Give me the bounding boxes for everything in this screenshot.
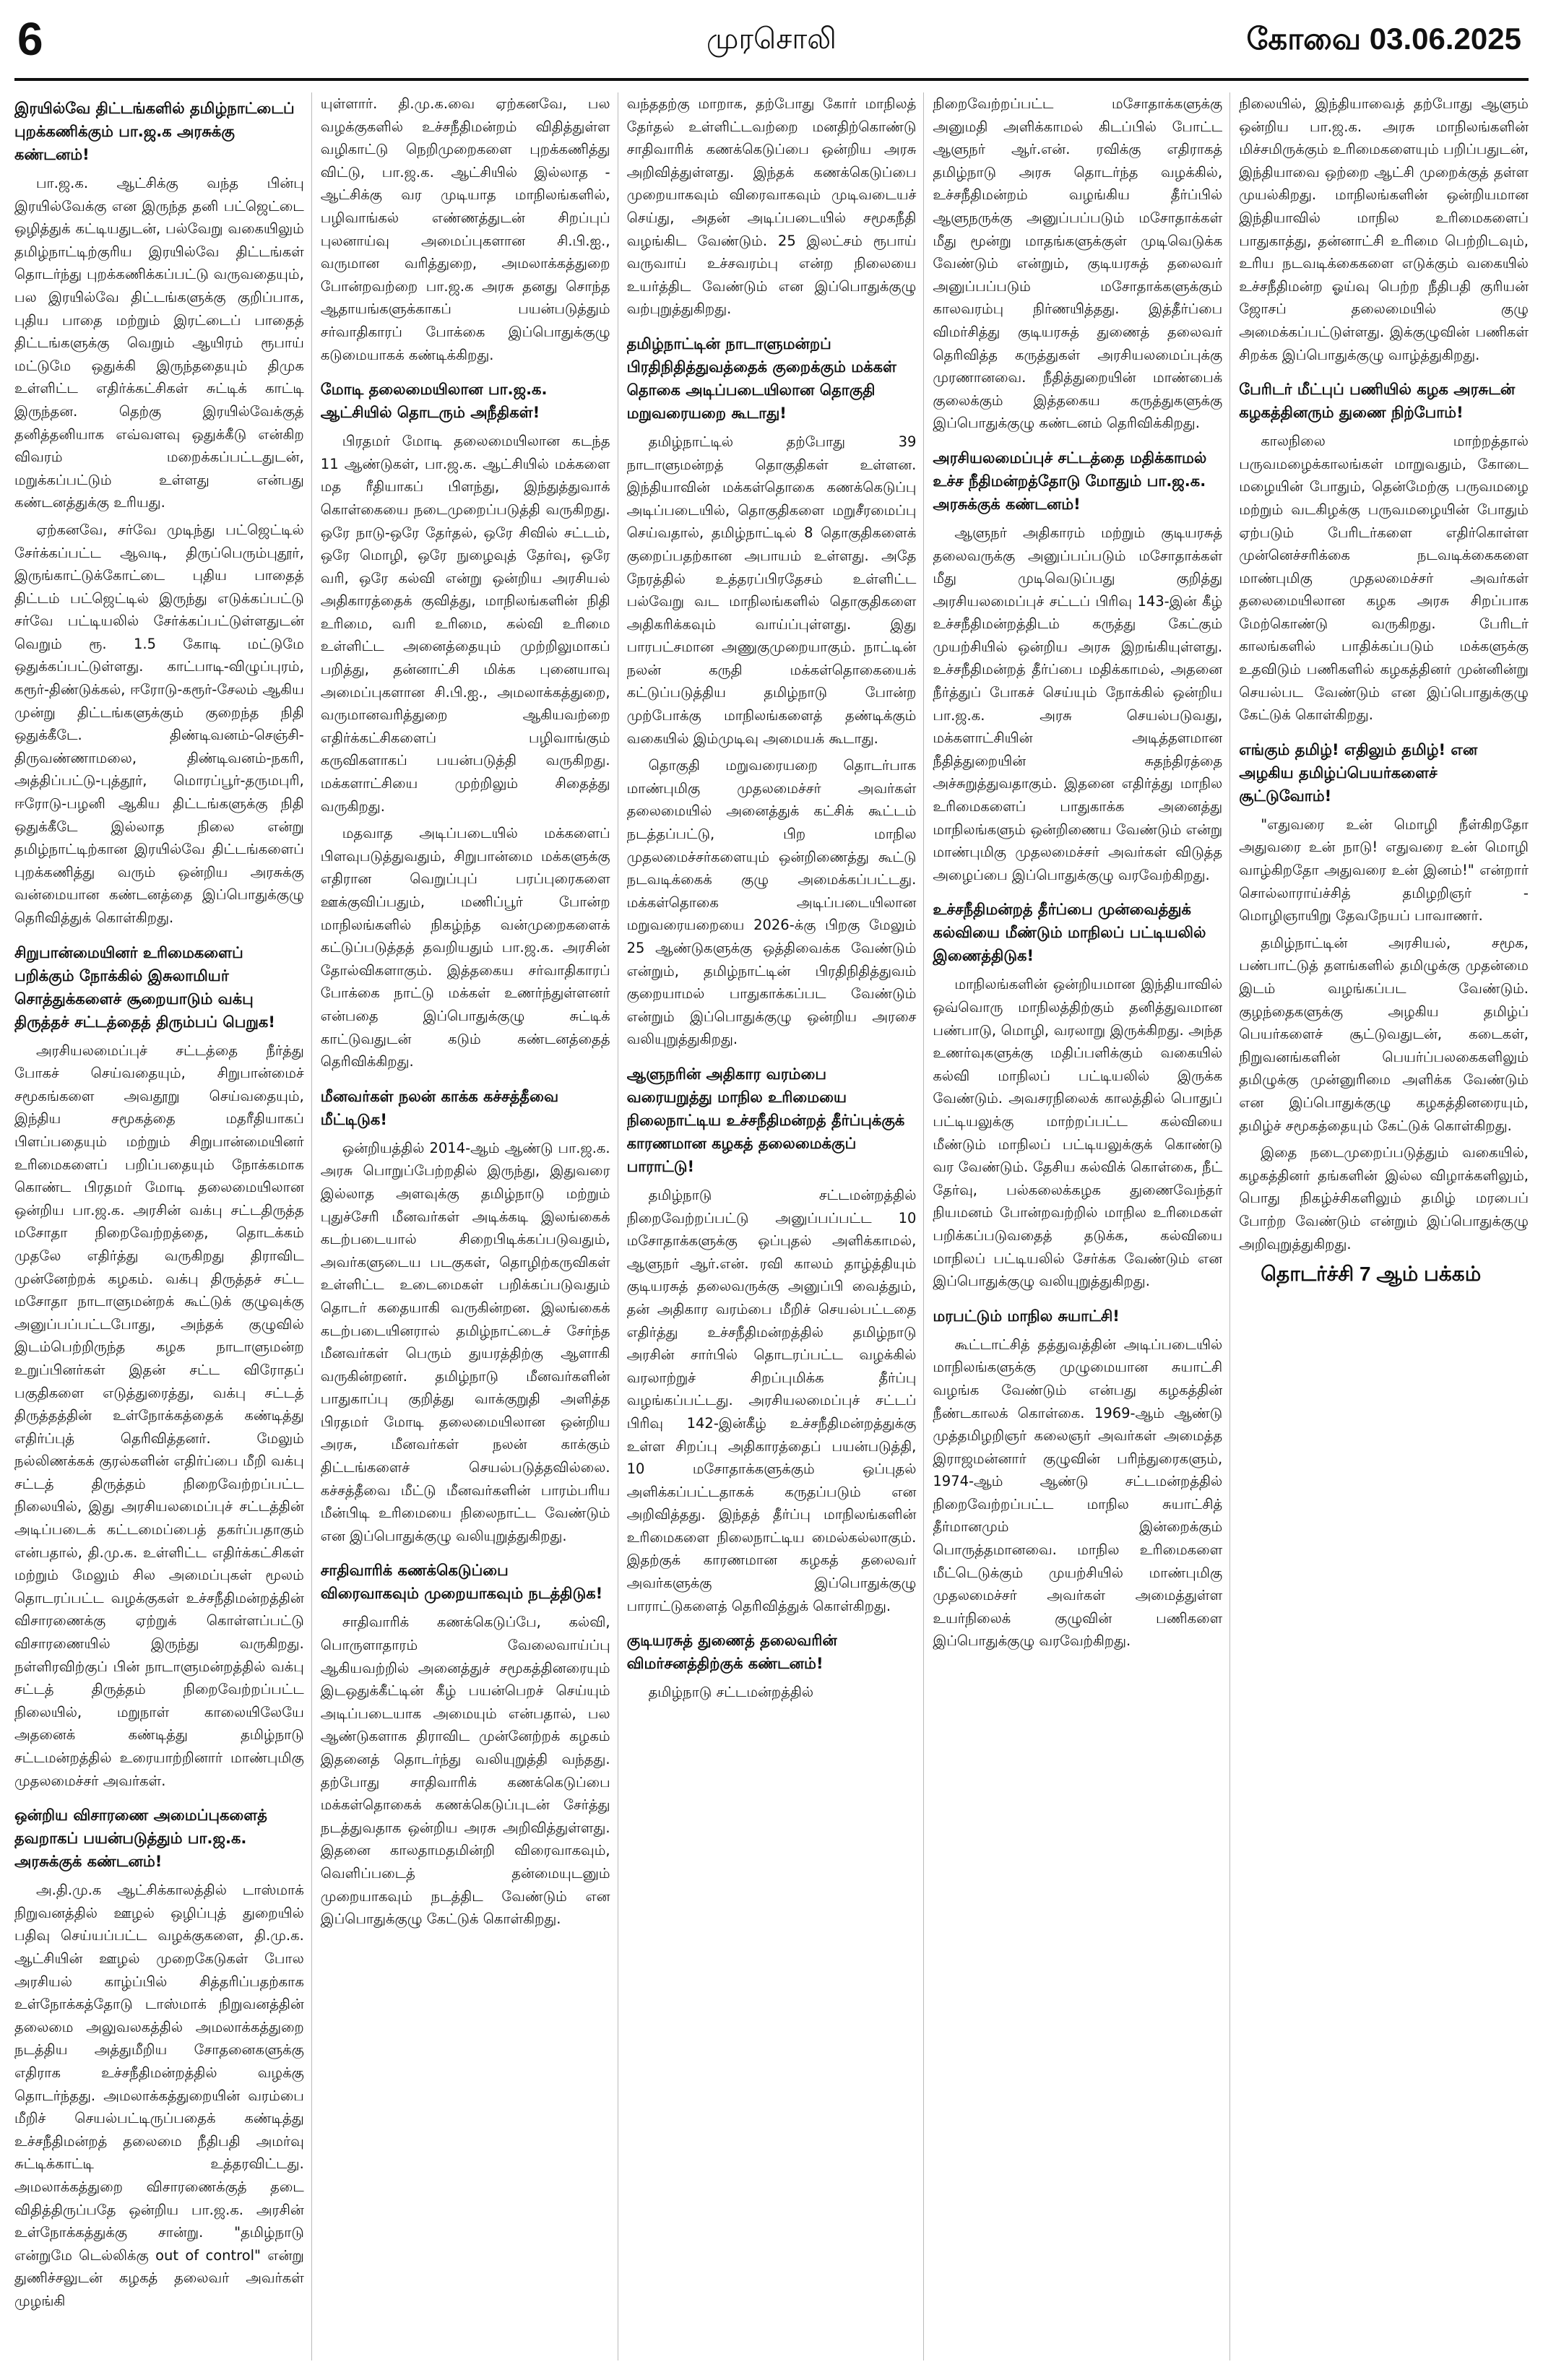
text-column-4 xyxy=(933,92,1230,2360)
paragraph: இதை நடைமுறைப்படுத்தும் வகையில், கழகத்தினர் தங்களின் இல்ல விழாக்களிலும், பொது நிகழ்ச்சிகளிலும் தமிழ் மரபைப் போற்ற வேண்டும் என்றும் இப்பொதுக்குழு அறிவுறுத்துகிறது. xyxy=(1239,1144,1529,1252)
paragraph: நிலையில், இந்தியாவைத் தற்போது ஆளும் ஒன்றிய பா.ஜ.க. அரசு மாநிலங்களின் மிச்சமிருக்கும் உரிமைகளையும் பறிப்பதுடன், இந்தியாவை ஒற்றை ஆட்சி முறைக்குத் தள்ள முயல்கிறது. மாநிலங்களின் ஒன்றியமான இந்தியாவில் மாநில உரிமைகளைப் பாதுகாத்து, தன்னாட்சி உரிமை பெற்றிடவும், உரிய நடவடிக்கைகளை எடுக்கும் வகையில் உச்சநீதிமன்ற ஓய்வு பெற்ற நீதிபதி குரியன் ஜோசப் தலைமையில் குழு அமைக்கப்பட்டுள்ளது. இக்குழுவின் பணிகள் சிறக்க இப்பொதுக்குழு வாழ்த்துகிறது. xyxy=(1239,95,1529,363)
header-divider xyxy=(14,78,1529,81)
page-number: 6 xyxy=(17,13,43,65)
paragraph: காலநிலை மாற்றத்தால் பருவமழைக்காலங்கள் மாறுவதும், கோடை மழையின் போதும், தென்மேற்கு பருவமழை மற்றும் வடகிழக்கு பருவமழையின் போதும் ஏற்படும் பேரிடர்களை எதிர்கொள்ள முன்னெச்சரிக்கை நடவடிக்கைகளை மாண்புமிகு முதலமைச்சர் அவர்கள் தலைமையிலான கழக அரசு சிறப்பாக மேற்கொண்டு வருகிறது. பேரிடர் காலங்களில் பாதிக்கப்படும் மக்களுக்கு உதவிடும் பணிகளில் கழகத்தினர் முன்னின்று செயல்பட வேண்டும் என இப்பொதுக்குழு கேட்டுக் கொள்கிறது. xyxy=(1239,433,1529,724)
section-heading: மரபட்டும் மாநில சுயாட்சி! xyxy=(933,1307,1120,1325)
continued-on-page-7: தொடர்ச்சி 7 ஆம் பக்கம் xyxy=(1261,1263,1482,1286)
paragraph: தமிழ்நாடு சட்டமன்றத்தில் நிறைவேற்றப்பட்டு அனுப்பப்பட்ட 10 மசோதாக்களுக்கு ஒப்புதல் அளிக்காமல், ஆளுநர் ஆர்.என். ரவி காலம் தாழ்த்தியும் குடியரசுத் தலைவருக்கு அனுப்பி வைத்தும், தன் அதிகார வரம்பை மீறிச் செயல்பட்டதை எதிர்த்து உச்சநீதிமன்றத்தில் தமிழ்நாடு அரசின் சார்பில் தொடரப்பட்ட வழக்கில் வரலாற்றுச் சிறப்புமிக்க தீர்ப்பு வழங்கப்பட்டது. அரசியலமைப்புச் சட்டப் பிரிவு 142-இன்கீழ் உச்சநீதிமன்றத்துக்கு உள்ள சிறப்பு அதிகாரத்தைப் பயன்படுத்தி, 10 மசோதாக்களுக்கும் ஒப்புதல் அளிக்கப்பட்டதாகக் கருதப்படும் என அறிவித்தது. இந்தத் தீர்ப்பு மாநிலங்களின் உரிமைகளை நிலைநாட்டிய மைல்கல்லாகும். இதற்குக் காரணமான கழகத் தலைவர் அவர்களுக்கு இப்பொதுக்குழு பாராட்டுகளைத் தெரிவித்துக் கொள்கிறது. xyxy=(626,1186,917,1614)
paragraph: யுள்ளார். தி.மு.க.வை ஏற்கனவே, பல வழக்குகளில் உச்சநீதிமன்றம் விதித்துள்ள வழிகாட்டு நெறிமுறைகளை புறக்கணித்து விட்டு, பா.ஜ.க. ஆட்சியில் இல்லாத - ஆட்சிக்கு வர முடியாத மாநிலங்களில், பழிவாங்கல் எண்ணத்துடன் சிறப்புப் புலனாய்வு அமைப்புகளான சி.பி.ஐ., வருமான வரித்துறை, அமலாக்கத்துறை போன்றவற்றை பா.ஜ.க அரசு தனது சொந்த ஆதாயங்களுக்காகப் பயன்படுத்தும் சர்வாதிகாரப் போக்கை இப்பொதுக்குழு கடுமையாகக் கண்டிக்கிறது. xyxy=(320,95,610,363)
paragraph: பா.ஜ.க. ஆட்சிக்கு வந்த பின்பு இரயில்வேக்கு என இருந்த தனி பட்ஜெட்டை ஒழித்துக் கட்டியதுடன், பல்வேறு வகையிலும் தமிழ்நாட்டிற்குரிய இரயில்வே திட்டங்கள் தொடர்ந்து புறக்கணிக்கப்பட்டு வருவதையும், பல இரயில்வே திட்டங்களுக்கு குறிப்பாக, புதிய பாதை மற்றும் இரட்டைப் பாதைத் திட்டங்களுக்கு வெறும் ஆயிரம் ரூபாய் மட்டுமே ஒதுக்கி இருந்ததையும் திமுக உள்ளிட்ட எதிர்க்கட்சிகள் சுட்டிக் காட்டி இருந்தன. தெற்கு இரயில்வேக்குத் தனித்தனியாக எவ்வளவு ஒதுக்கீடு என்கிற விவரம் மறைக்கப்பட்டதுடன், மறுக்கப்பட்டும் உள்ளது என்பது கண்டனத்துக்கு உரியது. xyxy=(14,175,304,511)
paragraph: தமிழ்நாடு சட்டமன்றத்தில் xyxy=(648,1684,814,1701)
edition-date: கோவை 03.06.2025 xyxy=(1246,22,1521,56)
section-heading: உச்சநீதிமன்றத் தீர்ப்பை முன்வைத்துக் கல்வியை மீண்டும் மாநிலப் பட்டியலில் இணைத்திடுக! xyxy=(933,901,1206,965)
text-column-5 xyxy=(1239,92,1529,2360)
paragraph: தமிழ்நாட்டில் தற்போது 39 நாடாளுமன்றத் தொகுதிகள் உள்ளன. இந்தியாவின் மக்கள்தொகை கணக்கெடுப்பு அடிப்படையில், தொகுதிகளை மறுசீரமைப்பு செய்வதால், தமிழ்நாட்டில் 8 தொகுதிகளைக் குறைப்பதற்கான அபாயம் உள்ளது. அதே நேரத்தில் உத்தரப்பிரதேசம் உள்ளிட்ட பல்வேறு வட மாநிலங்களில் தொகுதிகளை அதிகரிக்கவும் வாய்ப்புள்ளது. இது பாரபட்சமான அணுகுமுறையாகும். நாட்டின் நலன் கருதி மக்கள்தொகையைக் கட்டுப்படுத்திய தமிழ்நாடு போன்ற முற்போக்கு மாநிலங்களைத் தண்டிக்கும் வகையில் இம்முடிவு அமையக் கூடாது. xyxy=(626,433,917,747)
newspaper-masthead: முரசொலி xyxy=(706,22,837,56)
paragraph: பிரதமர் மோடி தலைமையிலான கடந்த 11 ஆண்டுகள், பா.ஜ.க. ஆட்சியில் மக்களை மத ரீதியாகப் பிளந்து, இந்துத்துவாக் கொள்கையை நடைமுறைப்படுத்தி வருகிறது. ஒரே நாடு-ஒரே தேர்தல், ஒரே சிவில் சட்டம், ஒரே மொழி, ஒரே நுழைவுத் தேர்வு, ஒரே வரி, ஒரே கல்வி என்று ஒன்றிய அரசியல் அதிகாரத்தைக் குவித்து, மாநிலங்களின் நிதி உரிமை, வரி உரிமை, கல்வி உரிமை உள்ளிட்ட அனைத்தையும் முற்றிலுமாகப் பறித்து, தன்னாட்சி மிக்க புனையாவு அமைப்புகளான சி.பி.ஐ., அமலாக்கத்துறை, வருமானவரித்துறை ஆகியவற்றை எதிர்க்கட்சிகளைப் பழிவாங்கும் கருவிகளாகப் பயன்படுத்தி வருகிறது. மக்களாட்சியை முற்றிலும் சிதைத்து வருகிறது. xyxy=(320,433,610,815)
paragraph: மதவாத அடிப்படையில் மக்களைப் பிளவுபடுத்துவதும், சிறுபான்மை மக்களுக்கு எதிரான வெறுப்புப் பரப்புரைகளை ஊக்குவிப்பதும், மணிப்பூர் போன்ற மாநிலங்களில் நிகழ்ந்த வன்முறைகளைக் கட்டுப்படுத்தத் தவறியதும் பா.ஜ.க. அரசின் தோல்விகளாகும். இத்தகைய சர்வாதிகாரப் போக்கை நாட்டு மக்கள் உணர்ந்துள்ளனர் என்பதை இப்பொதுக்குழு சுட்டிக் காட்டுவதுடன் கடும் கண்டனத்தைத் தெரிவிக்கிறது. xyxy=(320,825,610,1070)
paragraph: அரசியலமைப்புச் சட்டத்தை நீர்த்து போகச் செய்வதையும், சிறுபான்மைச் சமூகங்களை அவதூறு செய்வதையும், இந்திய சமூகத்தை மதரீதியாகப் பிளப்பதையும் மற்றும் சிறுபான்மையினர் உரிமைகளைப் பறிப்பதையும் நோக்கமாக கொண்ட பிரதமர் மோடி தலைமையிலான ஒன்றிய பா.ஜ.க. அரசின் வக்பு சட்டதிருத்த மசோதா நிறைவேற்றத்தை, தொடக்கம் முதலே எதிர்த்து வருகிறது திராவிட முன்னேற்றக் கழகம். வக்பு திருத்தச் சட்ட மசோதா நாடாளுமன்றக் கூட்டுக் குழுவுக்கு அனுப்பப்பட்டபோது, அந்தக் குழுவில் இடம்பெற்றிருந்த கழக நாடாளுமன்ற உறுப்பினர்கள் இதன் சட்ட விரோதப் பகுதிகளை எடுத்துரைத்து, வக்பு சட்டத் திருத்தத்தின் உள்நோக்கத்தைக் கண்டித்து எதிர்ப்புத் தெரிவித்தனர். மேலும் நல்லிணக்கக் குரல்களின் எதிர்ப்பை மீறி வக்பு சட்டத் திருத்தம் நிறைவேற்றப்பட்ட நிலையில், இது அரசியலமைப்புச் சட்டத்தின் அடிப்படைக் கட்டமைப்பைத் தகர்ப்பதாகும் என்பதால், தி.மு.க. உள்ளிட்ட எதிர்க்கட்சிகள் மற்றும் மேலும் சில அமைப்புகள் மூலம் தொடரப்பட்ட வழக்குகள் உச்சநீதிமன்றத்தின் விசாரணைக்கு ஏற்றுக் கொள்ளப்பட்டு விசாரணையில் இருந்து வருகிறது. நள்ளிரவிற்குப் பின் நாடாளுமன்றத்தில் வக்பு சட்டத் திருத்தம் நிறைவேற்றப்பட்ட நிலையில், மறுநாள் காலையிலேயே அதனைக் கண்டித்து தமிழ்நாடு சட்டமன்றத்தில் உரையாற்றினார் மாண்புமிகு முதலமைச்சர் அவர்கள். xyxy=(14,1042,304,1789)
section-heading: எங்கும் தமிழ்! எதிலும் தமிழ்! என அழகிய தமிழ்ப்பெயர்களைச் சூட்டுவோம்! xyxy=(1239,740,1478,805)
text-column-2 xyxy=(321,92,618,2360)
paragraph: ஆளுநர் அதிகாரம் மற்றும் குடியரசுத் தலைவருக்கு அனுப்பப்படும் மசோதாக்கள் மீது முடிவெடுப்பது குறித்து அரசியலமைப்புச் சட்டப் பிரிவு 143-இன் கீழ் உச்சநீதிமன்றத்திடம் கருத்து கேட்கும் முயற்சியில் ஒன்றிய அரசு இறங்கியுள்ளது. உச்சநீதிமன்றத் தீர்ப்பை மதிக்காமல், அதனை நீர்த்துப் போகச் செய்யும் நோக்கில் ஒன்றிய பா.ஜ.க. அரசு செயல்படுவது, மக்களாட்சியின் அடித்தளமான நீதித்துறையின் சுதந்திரத்தை அச்சுறுத்துவதாகும். இதனை எதிர்த்து மாநில உரிமைகளைப் பாதுகாக்க அனைத்து மாநிலங்களும் ஒன்றிணைய வேண்டும் என்று மாண்புமிகு முதலமைச்சர் அவர்கள் விடுத்த அழைப்பை இப்பொதுக்குழு வரவேற்கிறது. xyxy=(933,524,1223,883)
section-heading: சாதிவாரிக் கணக்கெடுப்பை விரைவாகவும் முறையாகவும் நடத்திடுக! xyxy=(320,1562,603,1603)
page-header xyxy=(0,0,1543,87)
article-columns xyxy=(14,92,1529,2360)
paragraph: ஏற்கனவே, சர்வே முடிந்து பட்ஜெட்டில் சேர்க்கப்பட்ட ஆவடி, திருப்பெரும்புதூர், இருங்காட்டுக்கோட்டை புதிய பாதைத் திட்டம் பட்ஜெட்டில் இருந்து எடுக்கப்பட்டு சர்வே பட்டியலில் சேர்க்கப்பட்டுள்ளதுடன் வெறும் ரூ. 1.5 கோடி மட்டுமே ஒதுக்கப்பட்டுள்ளது. காட்பாடி-விழுப்புரம், கரூர்-திண்டுக்கல், ஈரோடு-கரூர்-சேலம் ஆகிய முன்று திட்டங்களுக்கும் குறைந்த நிதி ஒதுக்கீடே. திண்டிவனம்-செஞ்சி-திருவண்ணாமலை, திண்டிவனம்-நகரி, அத்திப்பட்டு-புத்தூர், மொரப்பூர்-தருமபுரி, ஈரோடு-பழனி ஆகிய திட்டங்களுக்கு நிதி ஒதுக்கீடே இல்லாத நிலை என்று தமிழ்நாட்டிற்கான இரயில்வே திட்டங்களைப் புறக்கணித்து வரும் ஒன்றிய அரசுக்கு வன்மையான கண்டனத்தை இப்பொதுக்குழு தெரிவித்துக் கொள்கிறது. xyxy=(14,521,304,926)
paragraph: கூட்டாட்சித் தத்துவத்தின் அடிப்படையில் மாநிலங்களுக்கு முழுமையான சுயாட்சி வழங்க வேண்டும் என்பது கழகத்தின் நீண்டகாலக் கொள்கை. 1969-ஆம் ஆண்டு முத்தமிழறிஞர் கலைஞர் அவர்கள் அமைத்த இராஜமன்னார் குழுவின் பரிந்துரைகளும், 1974-ஆம் ஆண்டு சட்டமன்றத்தில் நிறைவேற்றப்பட்ட மாநில சுயாட்சித் தீர்மானமும் இன்றைக்கும் பொருத்தமானவை. மாநில உரிமைகளை மீட்டெடுக்கும் முயற்சியில் மாண்புமிகு முதலமைச்சர் அவர்கள் அமைத்துள்ள உயர்நிலைக் குழுவின் பணிகளை இப்பொதுக்குழு வரவேற்கிறது. xyxy=(933,1336,1223,1650)
paragraph: வந்ததற்கு மாறாக, தற்போது கோர் மாநிலத் தேர்தல் உள்ளிட்டவற்றை மனதிற்கொண்டு சாதிவாரிக் கணக்கெடுப்பை ஒன்றிய அரசு அறிவித்துள்ளது. இந்தக் கணக்கெடுப்பை முறையாகவும் விரைவாகவும் முடிவடையச் செய்து, அதன் அடிப்படையில் சமூகநீதி வழங்கிட வேண்டும். 25 இலட்சம் ரூபாய் வருவாய் உச்சவரம்பு என்ற நிலையை உயர்த்திட வேண்டும் என இப்பொதுக்குழு வற்புறுத்துகிறது. xyxy=(626,95,917,318)
paragraph: ஒன்றியத்தில் 2014-ஆம் ஆண்டு பா.ஜ.க. அரசு பொறுப்பேற்றதில் இருந்து, இதுவரை இல்லாத அளவுக்கு தமிழ்நாடு மற்றும் புதுச்சேரி மீனவர்கள் அடிக்கடி இலங்கைக் கடற்படையால் சிறைபிடிக்கப்படுவதும், அவர்களுடைய படகுகள், தொழிற்கருவிகள் உள்ளிட்ட உடைமைகள் பறிக்கப்படுவதும் தொடர் கதையாகி வருகின்றன. இலங்கைக் கடற்படையினரால் தமிழ்நாட்டைச் சேர்ந்த மீனவர்கள் பெரும் துயரத்திற்கு ஆளாகி வருகின்றனர். தமிழ்நாடு மீனவர்களின் பாதுகாப்பு குறித்து வாக்குறுதி அளித்த பிரதமர் மோடி தலைமையிலான ஒன்றிய அரசு, மீனவர்கள் நலன் காக்கும் திட்டங்களைச் செயல்படுத்தவில்லை. கச்சத்தீவை மீட்டு மீனவர்களின் பாரம்பரிய மீன்பிடி உரிமையை நிலைநாட்ட வேண்டும் என இப்பொதுக்குழு வலியுறுத்துகிறது. xyxy=(320,1139,610,1544)
paragraph: அ.தி.மு.க ஆட்சிக்காலத்தில் டாஸ்மாக் நிறுவனத்தில் ஊழல் ஒழிப்புத் துறையில் பதிவு செய்யப்பட்ட வழக்குகளை, தி.மு.க. ஆட்சியின் ஊழல் முறைகேடுகள் போல அரசியல் காழ்ப்பில் சித்தரிப்பதற்காக உள்நோக்கத்தோடு டாஸ்மாக் நிறுவனத்தின் தலைமை அலுவலகத்தில் அமலாக்கத்துறை நடத்திய அத்துமீறிய சோதனைகளுக்கு எதிராக உச்சநீதிமன்றத்தில் வழக்கு தொடர்ந்தது. அமலாக்கத்துறையின் வரம்பை மீறிச் செயல்பட்டிருப்பதைக் கண்டித்து உச்சநீதிமன்றத் தலைமை நீதிபதி அமர்வு சுட்டிக்காட்டி உத்தரவிட்டது. அமலாக்கத்துறை விசாரணைக்குத் தடை விதித்திருப்பதே ஒன்றிய பா.ஜ.க. அரசின் உள்நோக்கத்துக்கு சான்று. "தமிழ்நாடு என்றுமே டெல்லிக்கு out of control" என்று துணிச்சலுடன் கழகத் தலைவர் அவர்கள் முழங்கி xyxy=(14,1882,304,2309)
section-heading: சிறுபான்மையினர் உரிமைகளைப் பறிக்கும் நோக்கில் இசுலாமியர் சொத்துக்களைச் சூறையாடும் வக்பு திருத்தச் சட்டத்தைத் திரும்பப் பெறுக! xyxy=(14,943,275,1031)
paragraph: தொகுதி மறுவரையறை தொடர்பாக மாண்புமிகு முதலமைச்சர் அவர்கள் தலைமையில் அனைத்துக் கட்சிக் கூட்டம் நடத்தப்பட்டு, பிற மாநில முதலமைச்சர்களையும் ஒன்றிணைத்து கூட்டு நடவடிக்கைக் குழு அமைக்கப்பட்டது. மக்கள்தொகை அடிப்படையிலான மறுவரையறையை 2026-க்கு பிறகு மேலும் 25 ஆண்டுகளுக்கு ஒத்திவைக்க வேண்டும் என்றும், தமிழ்நாட்டின் பிரதிநிதித்துவம் குறையாமல் பாதுகாக்கப்பட வேண்டும் என்றும் இப்பொதுக்குழு ஒன்றிய அரசை வலியுறுத்துகிறது. xyxy=(626,757,917,1048)
section-heading: ஒன்றிய விசாரணை அமைப்புகளைத் தவறாகப் பயன்படுத்தும் பா.ஜ.க. அரசுக்குக் கண்டனம்! xyxy=(14,1806,267,1871)
paragraph: மாநிலங்களின் ஒன்றியமான இந்தியாவில் ஒவ்வொரு மாநிலத்திற்கும் தனித்துவமான பண்பாடு, மொழி, வரலாறு இருக்கிறது. அந்த உணர்வுகளுக்கு மதிப்பளிக்கும் வகையில் கல்வி மாநிலப் பட்டியலில் இருக்க வேண்டும். அவசரநிலைக் காலத்தில் பொதுப் பட்டியலுக்கு மாற்றப்பட்ட கல்வியை மீண்டும் மாநிலப் பட்டியலுக்குக் கொண்டு வர வேண்டும். தேசிய கல்விக் கொள்கை, நீட் தேர்வு, பல்கலைக்கழக துணைவேந்தர் நியமனம் போன்றவற்றில் மாநில உரிமைகள் பறிக்கப்படுவதைத் தடுக்க, கல்வியை மாநிலப் பட்டியலில் சேர்க்க வேண்டும் என இப்பொதுக்குழு வலியுறுத்துகிறது. xyxy=(933,976,1223,1290)
text-column-3 xyxy=(627,92,925,2360)
section-heading: இரயில்வே திட்டங்களில் தமிழ்நாட்டைப் புறக்கணிக்கும் பா.ஜ.க அரசுக்கு கண்டனம்! xyxy=(14,100,295,163)
paragraph: தமிழ்நாட்டின் அரசியல், சமூக, பண்பாட்டுத் தளங்களில் தமிழுக்கு முதன்மை இடம் வழங்கப்பட வேண்டும். குழந்தைகளுக்கு அழகிய தமிழ்ப் பெயர்களைச் சூட்டுவதுடன், கடைகள், நிறுவனங்களின் பெயர்ப்பலகைகளிலும் தமிழுக்கு முன்னுரிமை அளிக்க வேண்டும் என இப்பொதுக்குழு கழகத்தினரையும், தமிழ்ச் சமூகத்தையும் கேட்டுக் கொள்கிறது. xyxy=(1239,934,1529,1134)
paragraph: சாதிவாரிக் கணக்கெடுப்பே, கல்வி, பொருளாதாரம் வேலைவாய்ப்பு ஆகியவற்றில் அனைத்துச் சமூகத்தினரையும் இடஒதுக்கீட்டின் கீழ் பயன்பெறச் செய்யும் அடிப்படையாக அமையும் என்பதால், பல ஆண்டுகளாக திராவிட முன்னேற்றக் கழகம் இதனைத் தொடர்ந்து வலியுறுத்தி வந்தது. தற்போது சாதிவாரிக் கணக்கெடுப்பை மக்கள்தொகைக் கணக்கெடுப்புடன் சேர்த்து நடத்துவதாக ஒன்றிய அரசு அறிவித்துள்ளது. இதனை காலதாமதமின்றி விரைவாகவும், வெளிப்படைத் தன்மையுடனும் முறையாகவும் நடத்திட வேண்டும் என இப்பொதுக்குழு கேட்டுக் கொள்கிறது. xyxy=(320,1614,610,1928)
section-heading: தமிழ்நாட்டின் நாடாளுமன்றப் பிரதிநிதித்துவத்தைக் குறைக்கும் மக்கள் தொகை அடிப்படையிலான தொகுதி மறுவரையறை கூடாது! xyxy=(626,334,896,422)
section-heading: ஆளுநரின் அதிகார வரம்பை வரையறுத்து மாநில உரிமையை நிலைநாட்டிய உச்சநீதிமன்றத் தீர்ப்புக்குக் காரணமான கழகத் தலைமைக்குப் பாராட்டு! xyxy=(626,1065,905,1175)
section-heading: குடியரசுத் துணைத் தலைவரின் விமர்சனத்திற்குக் கண்டனம்! xyxy=(626,1632,837,1673)
section-heading: பேரிடர் மீட்புப் பணியில் கழக அரசுடன் கழகத்தினரும் துணை நிற்போம்! xyxy=(1239,381,1516,422)
section-heading: மீனவர்கள் நலன் காக்க கச்சத்தீவை மீட்டிடுக! xyxy=(320,1087,559,1128)
paragraph: "எதுவரை உன் மொழி நீள்கிறதோ அதுவரை உன் நாடு! எதுவரை உன் மொழி வாழ்கிறதோ அதுவரை உன் இனம்!" என்றார் சொல்லாராய்ச்சித் தமிழறிஞர் - மொழிஞாயிறு தேவநேயப் பாவாணர். xyxy=(1239,815,1529,925)
section-heading: அரசியலமைப்புச் சட்டத்தை மதிக்காமல் உச்ச நீதிமன்றத்தோடு மோதும் பா.ஜ.க. அரசுக்குக் கண்டனம்! xyxy=(933,449,1207,513)
text-column-1 xyxy=(14,92,312,2360)
paragraph: நிறைவேற்றப்பட்ட மசோதாக்களுக்கு அனுமதி அளிக்காமல் கிடப்பில் போட்ட ஆளுநர் ஆர்.என். ரவிக்கு எதிராகத் தமிழ்நாடு அரசு தொடர்ந்த வழக்கில், உச்சநீதிமன்றம் வழங்கிய தீர்ப்பில் ஆளுநருக்கு அனுப்பப்படும் மசோதாக்கள் மீது மூன்று மாதங்களுக்குள் முடிவெடுக்க வேண்டும் என்றும், குடியரசுத் தலைவர் அனுப்பப்படும் மசோதாக்களுக்கும் காலவரம்பு நிர்ணயித்தது. இத்தீர்ப்பை விமர்சித்து குடியரசுத் துணைத் தலைவர் தெரிவித்த கருத்துகள் அரசியலமைப்புக்கு முரணானவை. நீதித்துறையின் மாண்பைக் குலைக்கும் இத்தகைய கருத்துகளுக்கு இப்பொதுக்குழு கண்டனம் தெரிவிக்கிறது. xyxy=(933,95,1223,432)
section-heading: மோடி தலைமையிலான பா.ஜ.க. ஆட்சியில் தொடரும் அநீதிகள்! xyxy=(320,381,548,422)
